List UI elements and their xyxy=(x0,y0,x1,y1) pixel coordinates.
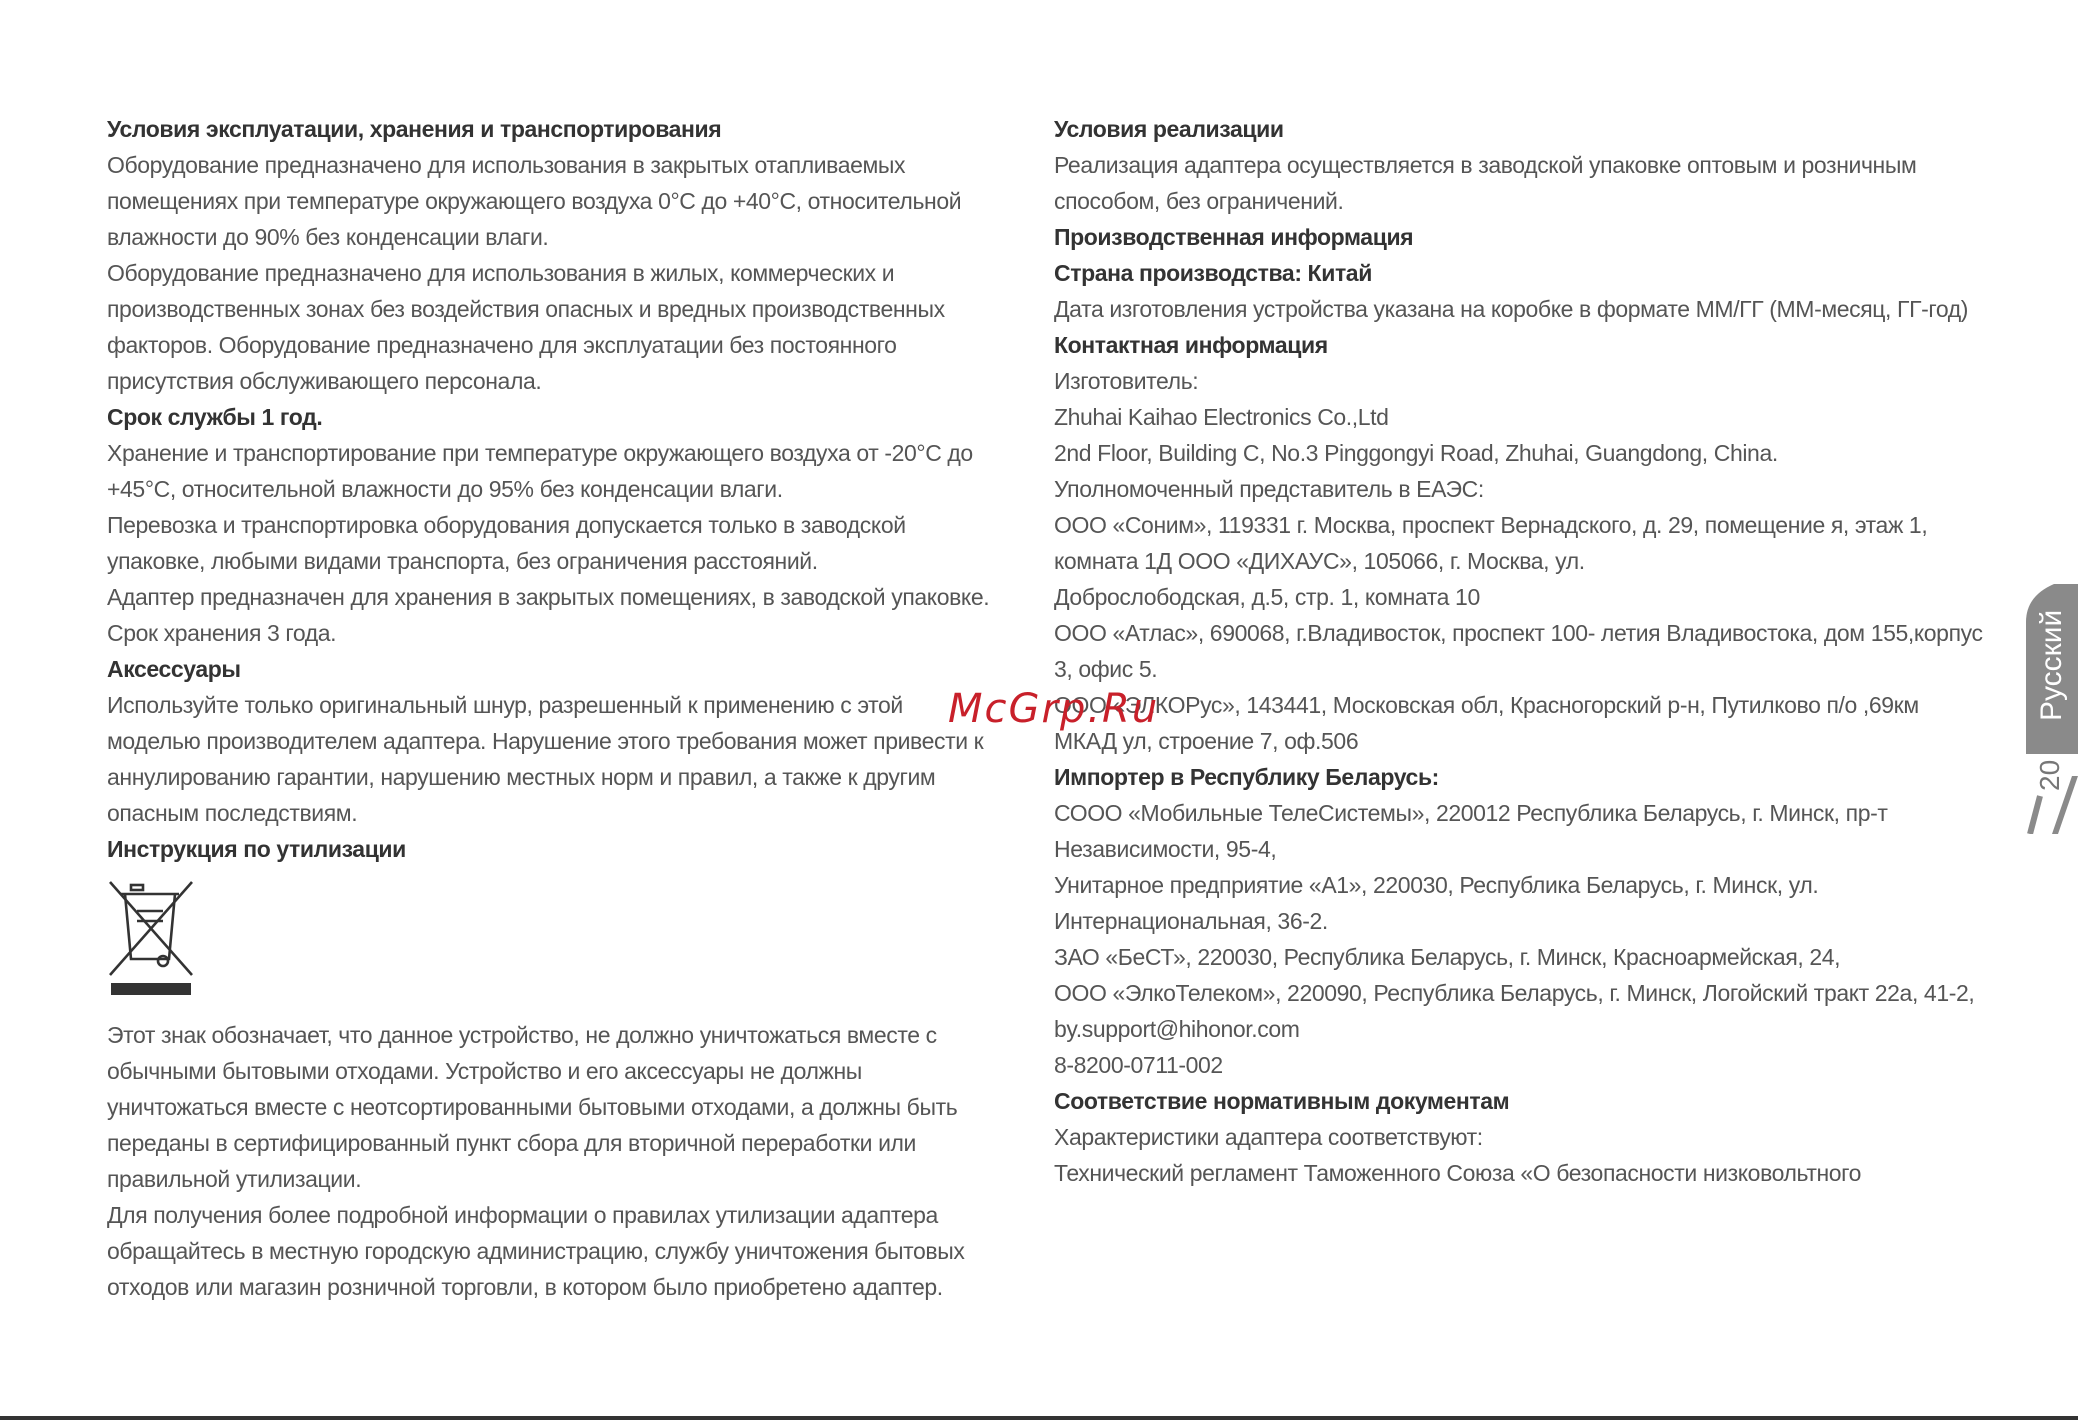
text-line: ООО «ЭЛКОРус», 143441, Московская обл, Красногорский р-н, Путилково п/о ,69км xyxy=(1054,692,1919,718)
text-line: 3, офис 5. xyxy=(1054,656,1158,682)
left-text-block xyxy=(107,111,990,867)
text-line: 8-8200-0711-002 xyxy=(1054,1052,1223,1078)
text-line: ООО «Атлас», 690068, г.Владивосток, проспект 100- летия Владивостока, дом 155,корпус xyxy=(1054,620,1983,646)
section-heading: Импортер в Республику Беларусь: xyxy=(1054,764,1439,790)
text-line: Оборудование предназначено для использования в закрытых отапливаемых xyxy=(107,152,906,178)
text-line: Zhuhai Kaihao Electronics Co.,Ltd xyxy=(1054,404,1389,430)
text-line: by.support@hihonor.com xyxy=(1054,1016,1300,1042)
right-text-block xyxy=(1054,111,1983,1191)
text-line: моделью производителем адаптера. Нарушение этого требования может привести к xyxy=(107,728,984,754)
text-line: Используйте только оригинальный шнур, разрешенный к применению с этой xyxy=(107,692,903,718)
section-heading: Срок службы 1 год. xyxy=(107,404,323,430)
text-line: Этот знак обозначает, что данное устройство, не должно уничтожаться вместе с xyxy=(107,1022,937,1048)
text-line: правильной утилизации. xyxy=(107,1166,362,1192)
text-line: Дата изготовления устройства указана на коробке в формате ММ/ГГ (ММ-месяц, ГГ-год) xyxy=(1054,296,1969,322)
left-column xyxy=(107,111,990,1305)
text-line: факторов. Оборудование предназначено для эксплуатации без постоянного xyxy=(107,332,897,358)
section-heading: Условия реализации xyxy=(1054,116,1284,142)
text-line: влажности до 90% без конденсации влаги. xyxy=(107,224,549,250)
side-tab-language: Русский xyxy=(2035,609,2068,721)
right-column xyxy=(1054,111,1983,1191)
text-line: переданы в сертифицированный пункт сбора для вторичной переработки или xyxy=(107,1130,917,1156)
text-line: Адаптер предназначен для хранения в закрытых помещениях, в заводской упаковке. xyxy=(107,584,990,610)
section-heading: Соответствие нормативным документам xyxy=(1054,1088,1510,1114)
section-heading: Аксессуары xyxy=(107,656,241,682)
text-line: ООО «ЭлкоТелеком», 220090, Республика Беларусь, г. Минск, Логойский тракт 22а, 41-2, xyxy=(1054,980,1975,1006)
bottom-rule xyxy=(0,1416,2078,1420)
text-line: СООО «Мобильные ТелеСистемы», 220012 Республика Беларусь, г. Минск, пр-т xyxy=(1054,800,1888,826)
text-line: комната 1Д ООО «ДИХАУС», 105066, г. Москва, ул. xyxy=(1054,548,1585,574)
left-text-block-after-icon xyxy=(107,1017,987,1305)
text-line: помещениях при температуре окружающего воздуха 0°C до +40°C, относительной xyxy=(107,188,962,214)
text-line: Уполномоченный представитель в ЕАЭС: xyxy=(1054,476,1484,502)
text-line: уничтожаться вместе с неотсортированными бытовыми отходами, а должны быть xyxy=(107,1094,958,1120)
text-line: Реализация адаптера осуществляется в заводской упаковке оптовым и розничным xyxy=(1054,152,1917,178)
text-line: присутствия обслуживающего персонала. xyxy=(107,368,542,394)
text-line: 2nd Floor, Building C, No.3 Pinggongyi Road, Zhuhai, Guangdong, China. xyxy=(1054,440,1778,466)
text-line: ООО «Соним», 119331 г. Москва, проспект Вернадского, д. 29, помещение я, этаж 1, xyxy=(1054,512,1928,538)
section-heading: Условия эксплуатации, хранения и транспортирования xyxy=(107,116,722,142)
text-line: Технический регламент Таможенного Союза «О безопасности низковольтного xyxy=(1054,1160,1862,1186)
text-line: ЗАО «БеСТ», 220030, Республика Беларусь, г. Минск, Красноармейская, 24, xyxy=(1054,944,1841,970)
text-line: обращайтесь в местную городскую администрацию, службу уничтожения бытовых xyxy=(107,1238,965,1264)
section-heading: Инструкция по утилизации xyxy=(107,836,406,862)
text-line: Хранение и транспортирование при температуре окружающего воздуха от -20°C до xyxy=(107,440,973,466)
text-line: Оборудование предназначено для использования в жилых, коммерческих и xyxy=(107,260,895,286)
text-line: отходов или магазин розничной торговли, в котором было приобретено адаптер. xyxy=(107,1274,943,1300)
text-line: Изготовитель: xyxy=(1054,368,1199,394)
text-line: +45°C, относительной влажности до 95% без конденсации влаги. xyxy=(107,476,783,502)
text-line: обычными бытовыми отходами. Устройство и его аксессуары не должны xyxy=(107,1058,862,1084)
crossed-out-wheelie-bin-icon xyxy=(107,877,195,995)
text-line: Характеристики адаптера соответствуют: xyxy=(1054,1124,1483,1150)
text-line: Перевозка и транспортировка оборудования допускается только в заводской xyxy=(107,512,906,538)
text-line: Независимости, 95-4, xyxy=(1054,836,1277,862)
text-line: опасным последствиям. xyxy=(107,800,358,826)
text-line: МКАД ул, строение 7, оф.506 xyxy=(1054,728,1359,754)
text-line: Унитарное предприятие «А1», 220030, Республика Беларусь, г. Минск, ул. xyxy=(1054,872,1819,898)
text-line: способом, без ограничений. xyxy=(1054,188,1344,214)
text-line: производственных зонах без воздействия опасных и вредных производственных xyxy=(107,296,945,322)
text-line: Доброслободская, д.5, стр. 1, комната 10 xyxy=(1054,584,1480,610)
text-line: аннулированию гарантии, нарушению местных норм и правил, а также к другим xyxy=(107,764,936,790)
section-heading: Контактная информация xyxy=(1054,332,1328,358)
text-line: Для получения более подробной информации о правилах утилизации адаптера xyxy=(107,1202,938,1228)
watermark: McGrp.Ru xyxy=(948,686,1160,732)
section-heading: Производственная информация xyxy=(1054,224,1414,250)
section-heading: Страна производства: Китай xyxy=(1054,260,1372,286)
text-line: Интернациональная, 36-2. xyxy=(1054,908,1328,934)
text-line: упаковке, любыми видами транспорта, без ограничения расстояний. xyxy=(107,548,818,574)
text-line: Срок хранения 3 года. xyxy=(107,620,337,646)
page-number: 20 xyxy=(2034,759,2065,791)
